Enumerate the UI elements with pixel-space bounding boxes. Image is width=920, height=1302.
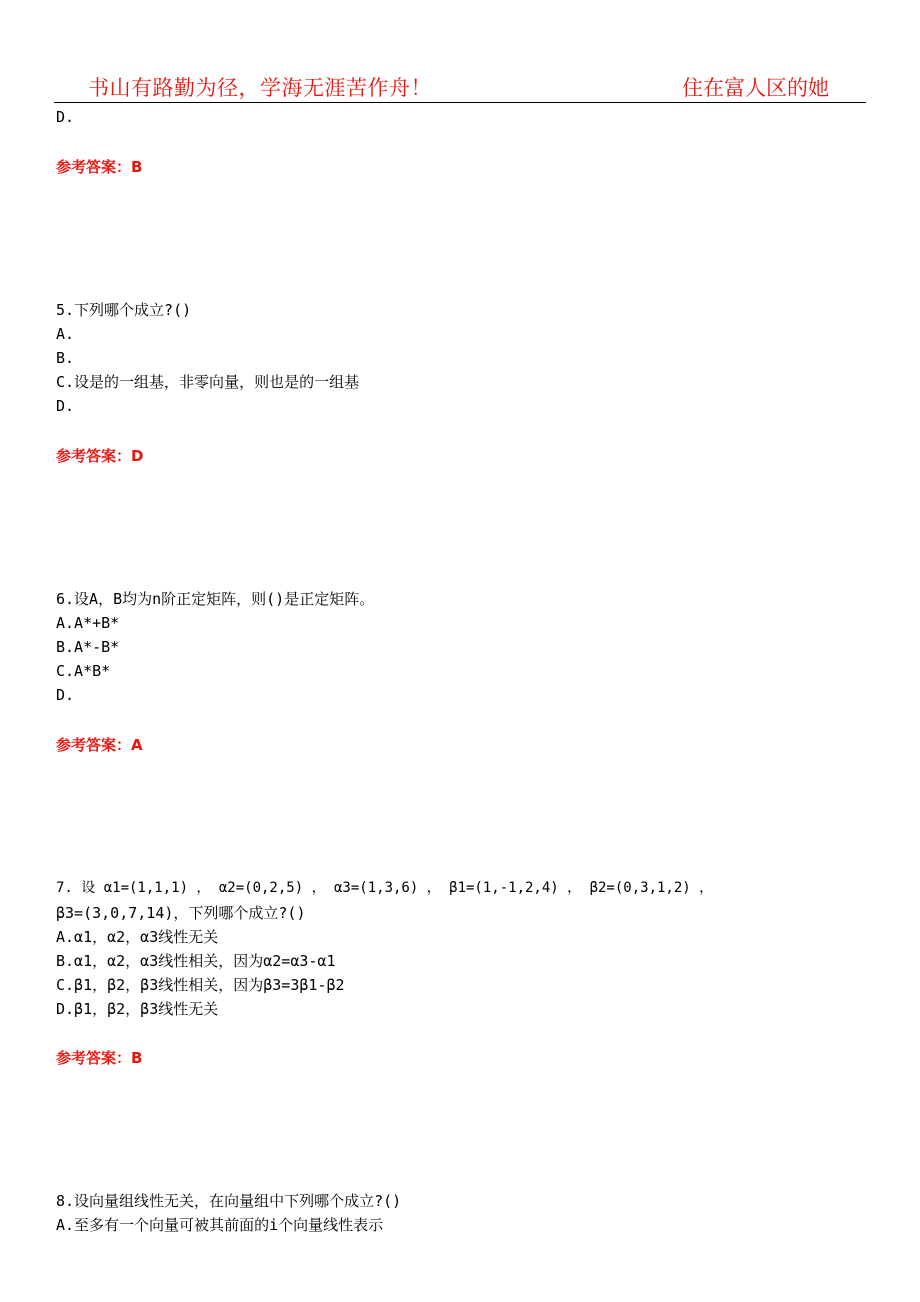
q5-option-c: C.设是的一组基，非零向量，则也是的一组基	[56, 373, 360, 391]
q5-stem: 5.下列哪个成立?()	[56, 301, 192, 319]
q8-option-a: A.至多有一个向量可被其前面的i个向量线性表示	[56, 1216, 384, 1234]
header-motto: 书山有路勤为径，学海无涯苦作舟！	[88, 76, 432, 100]
q7-stem-line-1: 7. 设 α1=(1,1,1) ， α2=(0,2,5) ， α3=(1,3,6) ， β1=(1,-1,2,4) ， β2=(0,3,1,2) ，	[56, 880, 714, 896]
q7-stem-line-2: β3=(3,0,7,14)，下列哪个成立?()	[56, 904, 306, 922]
q7-option-b: B.α1，α2，α3线性相关，因为α2=α3-α1	[56, 952, 336, 970]
q7-answer: 参考答案：B	[56, 1049, 143, 1067]
q7-option-c: C.β1，β2，β3线性相关，因为β3=3β1-β2	[56, 976, 345, 994]
q6-option-c: C.A*B*	[56, 662, 111, 680]
q4-option-d: D.	[56, 108, 75, 126]
q5-option-d: D.	[56, 397, 75, 415]
q8-stem: 8.设向量组线性无关，在向量组中下列哪个成立?()	[56, 1192, 402, 1210]
q7-option-a: A.α1，α2，α3线性无关	[56, 928, 219, 946]
q5-answer: 参考答案：D	[56, 447, 144, 465]
q6-option-d: D.	[56, 686, 75, 704]
q6-stem: 6.设A，B均为n阶正定矩阵，则()是正定矩阵。	[56, 590, 375, 608]
q5-option-b: B.	[56, 349, 75, 367]
q7-option-d: D.β1，β2，β3线性无关	[56, 1000, 219, 1018]
header-slogan: 住在富人区的她	[682, 76, 829, 100]
q5-option-a: A.	[56, 325, 75, 343]
q4-answer: 参考答案：B	[56, 158, 143, 176]
header-divider	[54, 102, 866, 103]
q6-option-b: B.A*-B*	[56, 638, 120, 656]
q6-option-a: A.A*+B*	[56, 614, 120, 632]
q6-answer: 参考答案：A	[56, 736, 143, 754]
